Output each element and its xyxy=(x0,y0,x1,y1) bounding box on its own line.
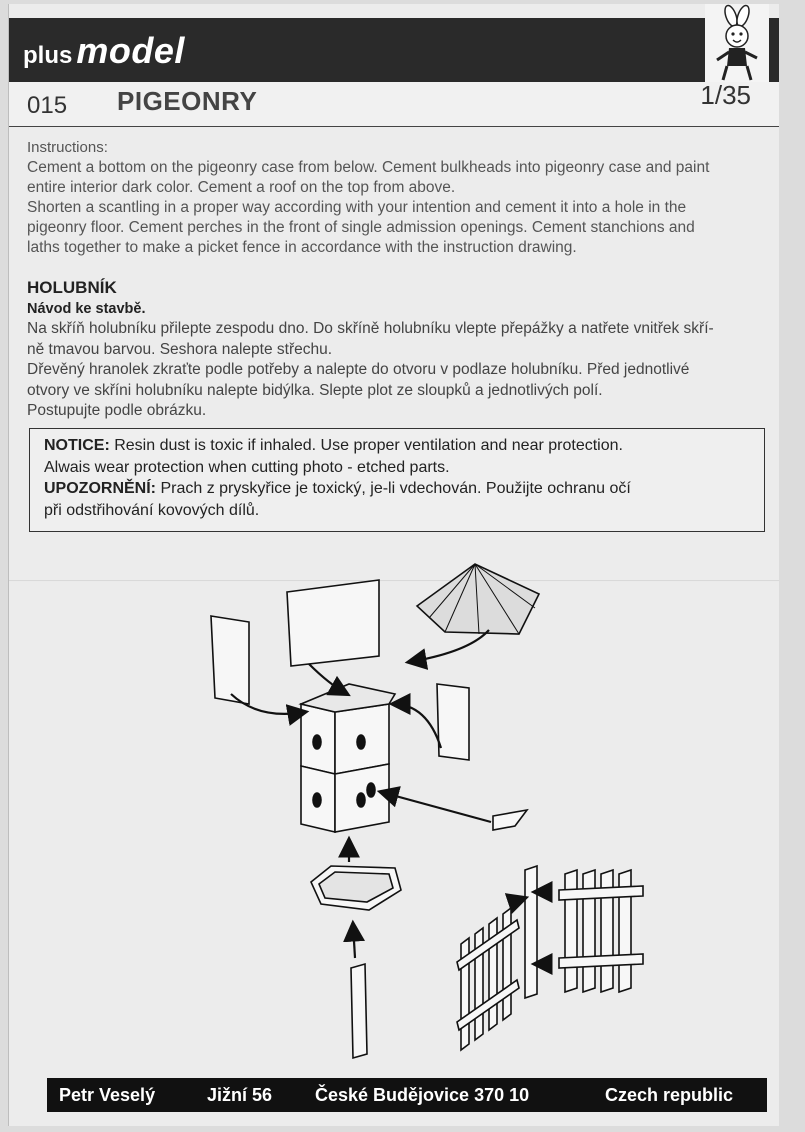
instructions-line: Shorten a scantling in a proper way according with your intention and cement it into a hole in the xyxy=(27,199,687,216)
rabbit-mascot-icon xyxy=(705,4,769,84)
instructions-czech xyxy=(27,278,767,422)
scantling xyxy=(351,964,367,1058)
warning-line: při odstřihování kovových dílů. xyxy=(44,501,260,519)
czech-heading: HOLUBNÍK xyxy=(27,278,117,297)
warning-line: Prach z pryskyřice je toxický, je-li vdechován. Použijte ochranu očí xyxy=(156,480,631,497)
instructions-line: entire interior dark color. Cement a roof on the top from above. xyxy=(27,179,456,196)
czech-line: ně tmavou barvou. Seshora nalepte střechu. xyxy=(27,340,333,358)
instructions-line: laths together to make a picket fence in accordance with the instruction drawing. xyxy=(27,239,577,256)
back-panel xyxy=(287,580,379,666)
czech-line: Na skříň holubníku přilepte zespodu dno. Do skříně holubníku vlepte přepážky a natřete vnitřek skří- xyxy=(27,320,714,337)
czech-line: otvory ve skříni holubníku nalepte bidýlka. Slepte plot ze sloupků a jednotlivých polí. xyxy=(27,381,603,399)
instruction-sheet xyxy=(8,4,779,1126)
kit-title: PIGEONRY xyxy=(117,86,258,116)
instructions-line: Cement a bottom on the pigeonry case from below. Cement bulkheads into pigeonry case and paint xyxy=(27,159,710,176)
kit-scale: 1/35 xyxy=(700,80,751,110)
notice-box xyxy=(29,428,765,532)
fence-post xyxy=(525,866,537,998)
footer-name: Petr Veselý xyxy=(59,1085,156,1105)
footer-country: Czech republic xyxy=(605,1085,734,1105)
fence-section-right xyxy=(559,870,643,992)
perch xyxy=(493,810,527,830)
notice-text xyxy=(44,435,756,521)
brand-plus: plus xyxy=(23,42,73,69)
instructions-line: pigeonry floor. Cement perches in the front of single admission openings. Cement stanchions and xyxy=(27,219,695,236)
notice-line: Alwais wear protection when cutting photo - etched parts. xyxy=(44,458,450,476)
czech-line: Dřevěný hranolek zkraťte podle potřeby a nalepte do otvoru v podlaze holubníku. Před jednotlivé xyxy=(27,361,690,378)
footer-street: Jižní 56 xyxy=(207,1085,273,1105)
instructions-english xyxy=(27,138,767,258)
footer-bar xyxy=(47,1078,767,1112)
brand-logo xyxy=(23,30,185,72)
side-panel-right xyxy=(437,684,469,760)
instructions-heading: Instructions: xyxy=(27,139,108,156)
side-panel-left xyxy=(211,616,249,704)
czech-subheading: Návod ke stavbě. xyxy=(27,300,146,317)
notice-label: NOTICE: xyxy=(44,437,110,454)
assembly-drawing xyxy=(9,544,779,1074)
kit-number: 015 xyxy=(27,92,68,119)
fence-section-left xyxy=(457,908,519,1050)
czech-line: Postupujte podle obrázku. xyxy=(27,402,207,419)
brand-model: model xyxy=(76,30,185,71)
notice-line: Resin dust is toxic if inhaled. Use proper ventilation and near protection. xyxy=(109,437,623,454)
warning-label: UPOZORNĚNÍ: xyxy=(44,480,156,497)
footer-city: České Budějovice 370 10 xyxy=(315,1085,530,1105)
